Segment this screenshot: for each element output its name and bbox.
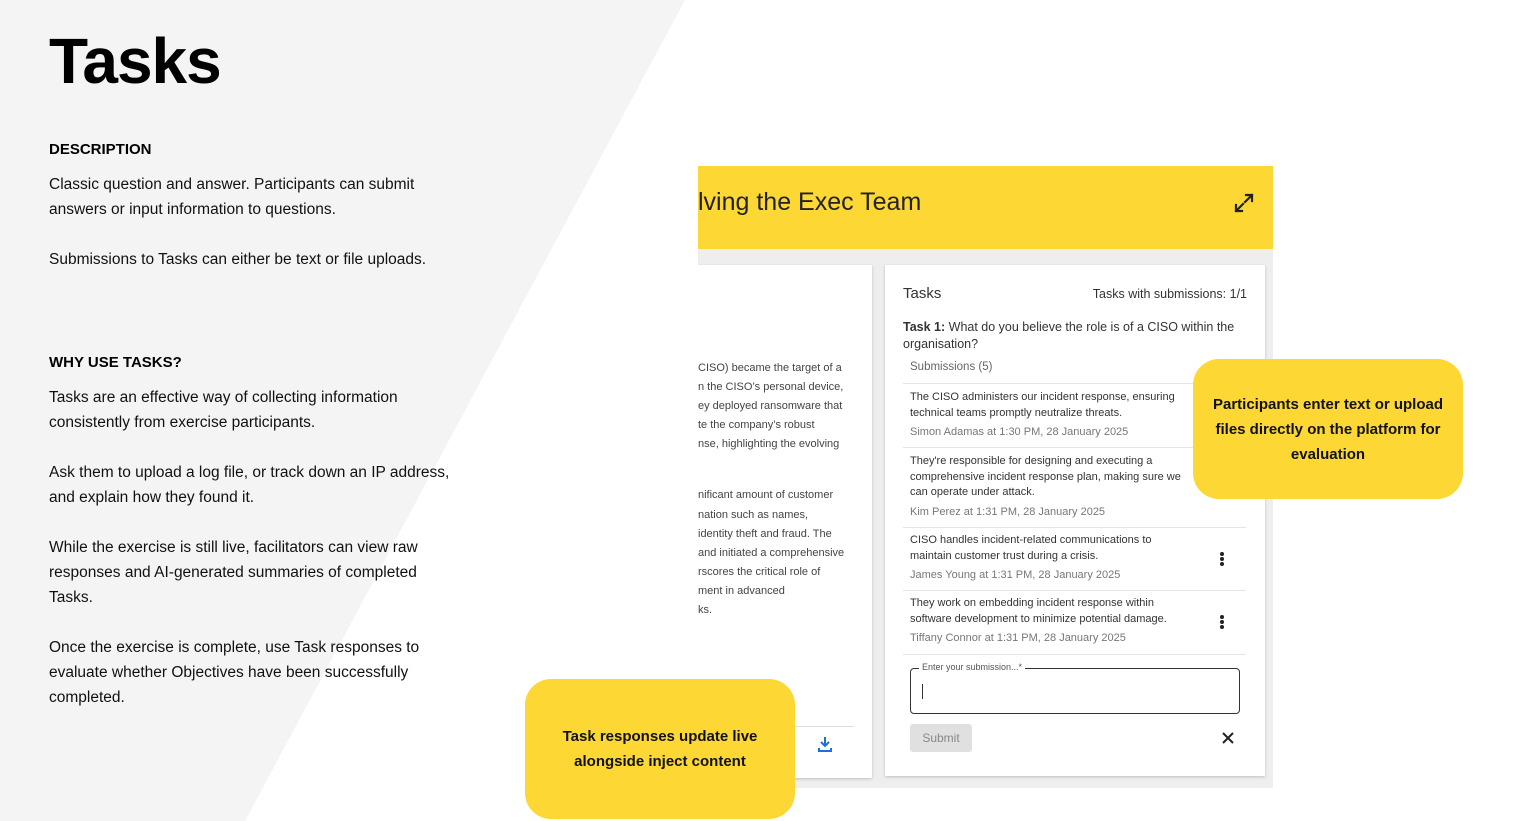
exercise-title: lving the Exec Team xyxy=(698,188,922,216)
more-options-icon[interactable] xyxy=(1219,614,1225,630)
more-options-icon[interactable] xyxy=(1219,551,1225,567)
description-paragraph: Submissions to Tasks can either be text or file uploads. xyxy=(49,251,427,268)
callout-live-updates: Task responses update live alongside inject content xyxy=(525,679,795,819)
submission-meta: Simon Adamas at 1:30 PM, 28 January 2025 xyxy=(910,426,1129,438)
inject-text-line: and initiated a comprehensive xyxy=(698,547,845,559)
inject-text-line: ks. xyxy=(698,604,713,616)
text-caret xyxy=(922,684,923,699)
inject-text-line: ment in advanced xyxy=(698,585,785,597)
submission-text: They're responsible for designing and executing a comprehensive incident response plan, making sure we can operate under attack. xyxy=(910,455,1181,498)
close-icon[interactable] xyxy=(1222,732,1234,744)
description-paragraph: Classic question and answer. Participants can submit answers or input information to questions. xyxy=(49,176,415,218)
why-paragraph: While the exercise is still live, facilitators can view raw responses and AI-generated summaries of completed Tasks. xyxy=(49,539,418,606)
submission-meta: James Young at 1:31 PM, 28 January 2025 xyxy=(910,569,1121,581)
task-number: Task 1: xyxy=(903,320,946,334)
inject-text-line: ey deployed ransomware that xyxy=(698,400,843,412)
inject-text-line: n the CISO’s personal device, xyxy=(698,381,844,393)
description-heading: DESCRIPTION xyxy=(49,141,152,158)
why-paragraph: Ask them to upload a log file, or track down an IP address, and explain how they found it. xyxy=(49,464,450,506)
inject-text-line: rscores the critical role of xyxy=(698,566,821,578)
inject-text-line: nation such as names, xyxy=(698,509,809,521)
download-icon[interactable] xyxy=(816,735,834,753)
divider xyxy=(903,590,1246,591)
submission-text: The CISO administers our incident response, ensuring technical teams promptly neutralize threats. xyxy=(910,391,1175,419)
divider xyxy=(794,726,854,727)
inject-text-line: nificant amount of customer xyxy=(698,489,834,501)
page-title: Tasks xyxy=(49,25,221,97)
inject-text-line: te the company’s robust xyxy=(698,419,815,431)
why-paragraph: Once the exercise is complete, use Task responses to evaluate whether Objectives have been successfully completed. xyxy=(49,639,420,706)
callout-participants: Participants enter text or upload files directly on the platform for evaluation xyxy=(1193,359,1463,499)
submissions-label: Submissions (5) xyxy=(910,361,993,373)
submission-input[interactable] xyxy=(910,668,1240,714)
tasks-panel xyxy=(885,265,1265,776)
task-question xyxy=(903,319,1248,353)
tasks-panel-title: Tasks xyxy=(903,285,942,302)
why-paragraph: Tasks are an effective way of collecting information consistently from exercise participants. xyxy=(49,389,398,431)
submit-button[interactable]: Submit xyxy=(910,724,972,752)
submission-input-label: Enter your submission...* xyxy=(919,662,1025,672)
submission-meta: Kim Perez at 1:31 PM, 28 January 2025 xyxy=(910,506,1106,518)
exercise-header xyxy=(698,166,1273,249)
task-question-text: What do you believe the role is of a CISO within the organisation? xyxy=(903,320,1235,351)
submission-meta: Tiffany Connor at 1:31 PM, 28 January 2025 xyxy=(910,632,1126,644)
submission-text: They work on embedding incident response within software development to minimize potential damage. xyxy=(910,597,1167,625)
inject-text-line: CISO) became the target of a xyxy=(698,362,842,374)
submission-text: CISO handles incident-related communications to maintain customer trust during a crisis. xyxy=(910,534,1152,562)
inject-text-line: identity theft and fraud. The xyxy=(698,528,832,540)
expand-icon[interactable] xyxy=(1233,192,1255,214)
divider xyxy=(903,527,1246,528)
inject-text-line: nse, highlighting the evolving xyxy=(698,438,840,450)
divider xyxy=(903,654,1246,655)
why-use-heading: WHY USE TASKS? xyxy=(49,354,182,371)
tasks-submission-count: Tasks with submissions: 1/1 xyxy=(1092,287,1247,301)
